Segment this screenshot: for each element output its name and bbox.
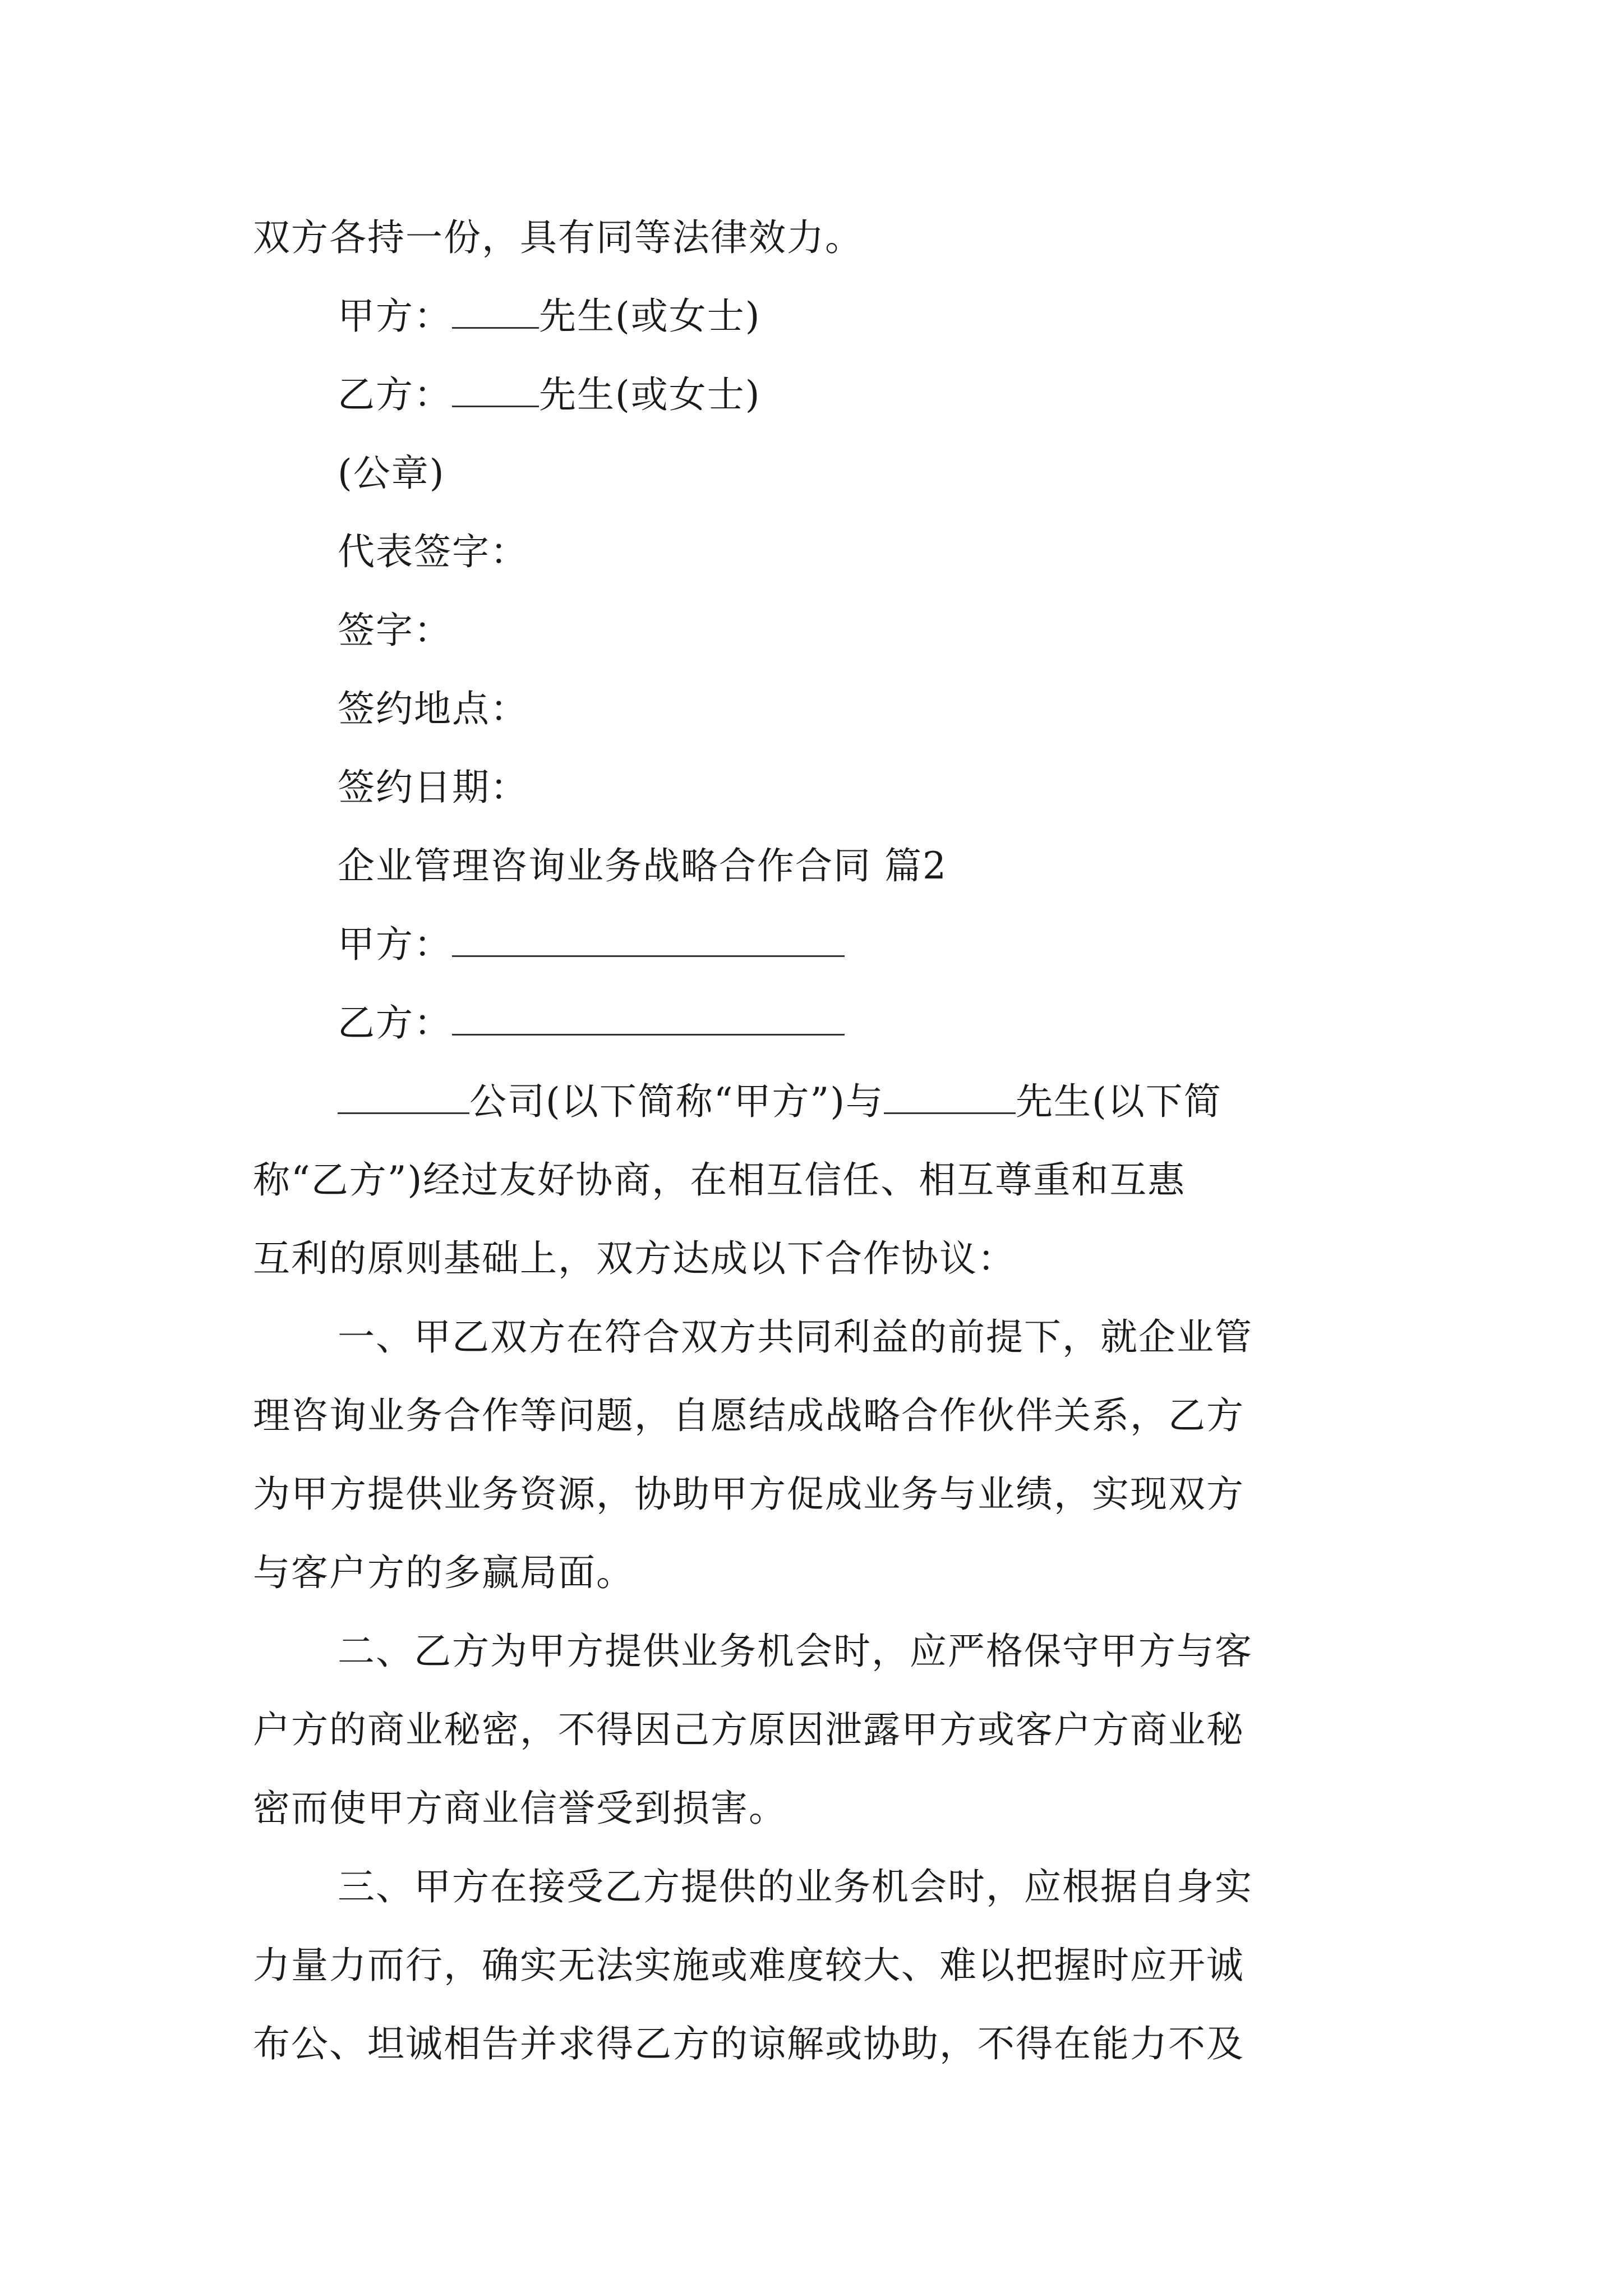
- person-blank: [884, 1080, 1016, 1114]
- intro-line-1: [338, 1079, 1222, 1124]
- seal-line: (公章): [338, 452, 445, 495]
- party-b-line-2: [338, 1001, 845, 1046]
- sign-line: 签字：: [338, 609, 452, 652]
- party-a-line-2: [338, 922, 845, 967]
- intro-text-b: 先生(以下简: [1015, 1080, 1222, 1123]
- party-b-blank: [452, 373, 539, 407]
- intro-text-a: 公司(以下简称“甲方”)与: [469, 1080, 884, 1123]
- text-line: 双方各持一份，具有同等法律效力。: [253, 216, 863, 259]
- clause-1-line-3: 为甲方提供业务资源，协助甲方促成业务与业绩，实现双方: [253, 1473, 1244, 1516]
- sign-date-line: 签约日期：: [338, 766, 528, 809]
- party-a-label: 甲方：: [338, 923, 452, 966]
- party-b-suffix: 先生(或女士): [539, 373, 761, 416]
- intro-line-2: 称“乙方”)经过友好协商，在相互信任、相互尊重和互惠: [253, 1158, 1186, 1202]
- clause-3-line-1: 三、甲方在接受乙方提供的业务机会时，应根据自身实: [338, 1865, 1253, 1908]
- party-a-blank: [452, 923, 845, 957]
- party-a-label: 甲方：: [338, 295, 452, 338]
- clause-2-line-3: 密而使甲方商业信誉受到损害。: [253, 1787, 787, 1830]
- company-blank: [338, 1080, 469, 1114]
- party-b-line: [338, 372, 761, 417]
- sign-place-line: 签约地点：: [338, 687, 528, 730]
- party-a-line: [338, 294, 761, 339]
- rep-sign-line: 代表签字：: [338, 530, 528, 573]
- party-b-label: 乙方：: [338, 373, 452, 416]
- clause-1-line-1: 一、甲乙双方在符合双方共同利益的前提下，就企业管: [338, 1315, 1253, 1359]
- clause-3-line-3: 布公、坦诚相告并求得乙方的谅解或协助，不得在能力不及: [253, 2022, 1244, 2065]
- party-b-label: 乙方：: [338, 1001, 452, 1045]
- intro-line-3: 互利的原则基础上，双方达成以下合作协议：: [253, 1237, 1016, 1280]
- party-a-suffix: 先生(或女士): [539, 295, 761, 338]
- clause-1-line-2: 理咨询业务合作等问题，自愿结成战略合作伙伴关系，乙方: [253, 1394, 1244, 1437]
- clause-3-line-2: 力量力而行，确实无法实施或难度较大、难以把握时应开诚: [253, 1944, 1244, 1987]
- party-b-blank: [452, 1001, 845, 1036]
- clause-1-line-4: 与客户方的多赢局面。: [253, 1551, 634, 1594]
- clause-2-line-2: 户方的商业秘密，不得因己方原因泄露甲方或客户方商业秘: [253, 1708, 1244, 1751]
- section-title: 企业管理咨询业务战略合作合同 篇2: [338, 844, 947, 887]
- clause-2-line-1: 二、乙方为甲方提供业务机会时，应严格保守甲方与客: [338, 1630, 1253, 1673]
- party-a-blank: [452, 295, 539, 329]
